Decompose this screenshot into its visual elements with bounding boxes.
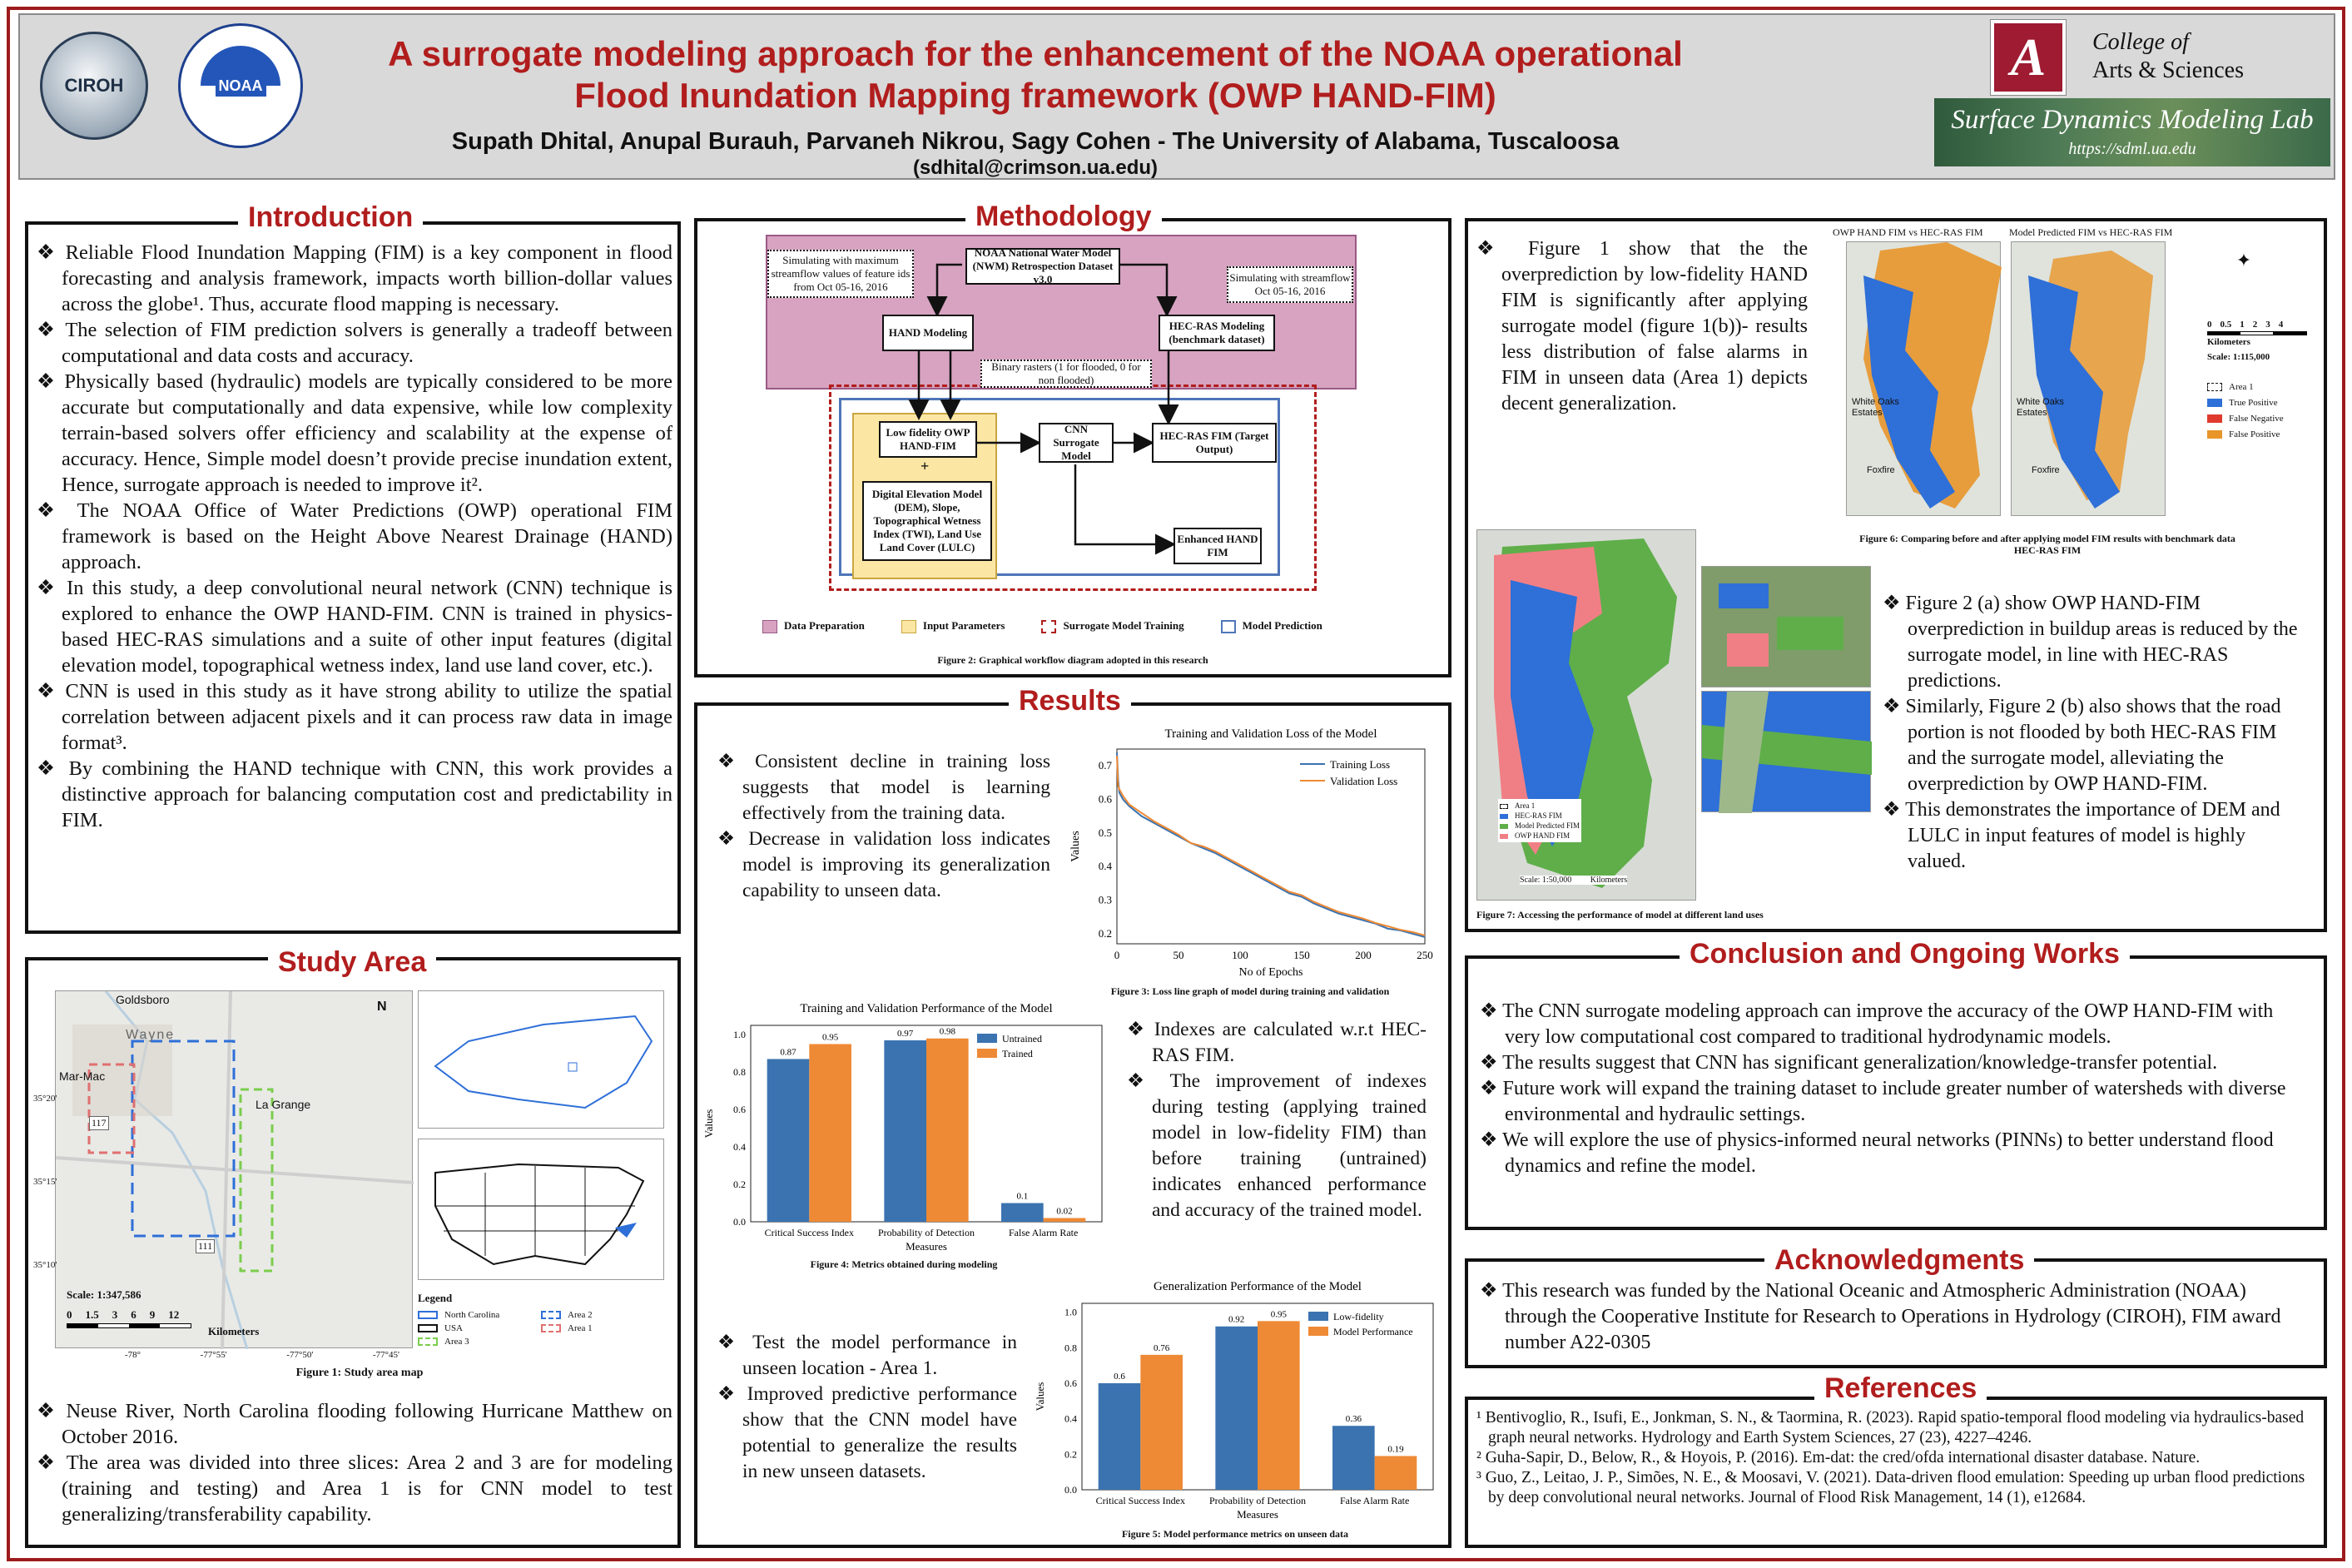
study-scale	[67, 1288, 260, 1337]
results-bullet: ❖ Indexes are calculated w.r.t HEC-RAS FIM.	[1127, 1017, 1427, 1069]
legend-item: North Carolina	[444, 1310, 500, 1320]
legend-item: Area 3	[444, 1337, 469, 1347]
chart-title: Generalization Performance of the Model	[1154, 1280, 1362, 1293]
map-label-foxfire: Foxfire	[1867, 465, 1895, 475]
fig6-text	[1476, 236, 1808, 417]
x-tick-label: 150	[1293, 949, 1310, 961]
fig7-inset-b	[1701, 691, 1871, 812]
scale-tick: 9	[149, 1308, 156, 1321]
map-label-wayne: Wayne	[126, 1028, 176, 1042]
contact-email: (sdhital@crimson.ua.edu)	[912, 156, 1159, 179]
cnn-node: CNN Surrogate Model	[1039, 423, 1114, 463]
figure2-caption: Figure 2: Graphical workflow diagram adopted in this research	[937, 654, 1208, 666]
x-tick-label: 0	[1114, 949, 1120, 961]
legend-label: Untrained	[1002, 1033, 1042, 1045]
scale-unit: Kilometers	[208, 1325, 260, 1337]
results-gen-text	[717, 1330, 1017, 1485]
y-tick-label: 0.8	[733, 1066, 746, 1079]
figure7-caption: Figure 7: Accessing the performance of model at different land uses	[1476, 909, 1764, 920]
y-tick-label: 0.4	[1064, 1412, 1077, 1425]
legend-item: Area 1	[1515, 801, 1536, 810]
conclusion-bullet: ❖ The results suggest that CNN has significant generalization/knowledge-transfer potential.	[1480, 1050, 2312, 1076]
y-tick-label: 0.2	[733, 1178, 746, 1191]
scale-tick: 3	[112, 1308, 118, 1321]
map-label-foxfire: Foxfire	[2032, 465, 2060, 475]
inputs-node: Digital Elevation Model (DEM), Slope, Topographical Wetness Index (TWI), Land Use Land Cover (LULC)	[862, 481, 992, 561]
introduction-text	[37, 240, 672, 833]
fig7-bullet: ❖ This demonstrates the importance of DEM and LULC in input features of model is highly valued.	[1883, 797, 2299, 875]
intro-bullet: ❖ Reliable Flood Inundation Mapping (FIM) is a key component in flood forecasting and analysis framework, impacts worth billion-dollar values across the globe¹. Thus, accurate flood mapping is necessary.	[37, 240, 672, 317]
fig7-scale-label: Scale: 1:50,000	[1520, 876, 1572, 885]
compass-icon: ✦	[2235, 250, 2252, 270]
conclusion-text	[1480, 999, 2312, 1179]
bar	[809, 1044, 851, 1222]
methodology-title: Methodology	[965, 200, 1162, 233]
data-label: 0.6	[1114, 1372, 1125, 1382]
legend-swatch	[1308, 1312, 1328, 1321]
lon-tick: -78°	[125, 1350, 141, 1360]
fig7-main-map	[1476, 529, 1696, 901]
fig7-legend	[1498, 799, 1581, 842]
y-tick-label: 0.7	[1098, 759, 1112, 772]
legend-label: Low-fidelity	[1333, 1311, 1384, 1322]
y-axis-label: Values	[1034, 1382, 1046, 1412]
scale-tick: 0.5	[2220, 320, 2232, 330]
results-loss-text	[717, 749, 1050, 904]
x-tick-label: Probability of Detection	[1209, 1495, 1306, 1506]
scale-unit: Kilometers	[1590, 876, 1628, 885]
fig7-bullet: ❖ Figure 2 (a) show OWP HAND-FIM overprediction in buildup areas is reduced by the surrogate model, in line with HEC-RAS predictions.	[1883, 591, 2299, 694]
results-bullet: ❖ Test the model performance in unseen location - Area 1.	[717, 1330, 1017, 1382]
legend-item: Surrogate Model Training	[1063, 619, 1184, 632]
poster-title: A surrogate modeling approach for the enhancement of the NOAA operational Flood Inundation Mapping framework (OWP HAND-FIM)	[388, 34, 1683, 115]
y-tick-label: 0.0	[733, 1216, 746, 1228]
fig6-scale	[2207, 320, 2307, 362]
reference-item: ² Guha-Sapir, D., Below, R., & Hoyois, P. (2016). Em-dat: the cred/ofda international disaster database. Nature.	[1476, 1449, 2201, 1466]
legend-item: HEC-RAS FIM	[1515, 811, 1562, 820]
study-area-text	[37, 1398, 672, 1527]
data-label: 0.36	[1345, 1414, 1362, 1425]
scale-tick: 1.5	[85, 1308, 99, 1321]
study-lat-ticks	[33, 1057, 57, 1307]
map-label-goldsboro: Goldsboro	[116, 993, 170, 1006]
data-label: 0.92	[1228, 1314, 1245, 1325]
fig6-right-title: Model Predicted FIM vs HEC-RAS FIM	[2009, 226, 2173, 238]
study-area-title: Study Area	[268, 945, 436, 979]
fig6-left-title: OWP HAND FIM vs HEC-RAS FIM	[1833, 226, 1983, 238]
map-label-white-oaks: White Oaks Estates	[1852, 397, 1899, 418]
acknowledgment-text	[1480, 1278, 2312, 1356]
y-tick-label: 0.2	[1064, 1448, 1077, 1461]
intro-bullet: ❖ Physically based (hydraulic) models are typically considered to be more accurate but computationally and data expensive, while low complexity terrain-based solvers offer efficiency and scalability at the expense of accuracy. Hence, Simple model doesn’t provide precise inundation extent, Hence, surrogate approach is needed to improve it².	[37, 369, 672, 498]
y-tick-label: 0.5	[1098, 826, 1112, 839]
x-axis-label: No of Epochs	[1238, 966, 1303, 979]
y-tick-label: 0.2	[1098, 926, 1112, 940]
y-tick-label: 0.6	[1098, 792, 1112, 806]
scale-unit: Kilometers	[2207, 337, 2250, 347]
map-label-marmac: Mar-Mac	[59, 1069, 106, 1083]
sim-max-node: Simulating with maximum streamflow values of feature ids from Oct 05-16, 2016	[767, 250, 914, 298]
acknowledgment-bullet: ❖ This research was funded by the National Oceanic and Atmospheric Administration (NOAA) through the Cooperative Institute for Research to Operations in Hydrology (CIROH), FIM award number A22-0305	[1480, 1278, 2312, 1356]
intro-bullet: ❖ The selection of FIM prediction solvers is generally a tradeoff between computational and data costs and accuracy.	[37, 317, 672, 369]
x-tick-label: 200	[1355, 949, 1372, 961]
bar	[1258, 1321, 1300, 1490]
chart-title: Training and Validation Loss of the Model	[1164, 727, 1377, 741]
intro-bullet: ❖ In this study, a deep convolutional neural network (CNN) technique is explored to enhance the OWP HAND-FIM. CNN is trained in physics-based HEC-RAS simulations and a suite of other input features (digital elevation model, topographical wetness index, land use land cover, etc.).	[37, 575, 672, 678]
conclusion-bullet: ❖ Future work will expand the training dataset to include greater number of watersheds with diverse environmental and hydraulic settings.	[1480, 1076, 2312, 1128]
legend-swatch	[977, 1034, 997, 1043]
legend-label: Model Performance	[1333, 1326, 1413, 1337]
conclusion-bullet: ❖ We will explore the use of physics-informed neural networks (PINNs) to better understand flood dynamics and refine the model.	[1480, 1128, 2312, 1179]
conclusion-title: Conclusion and Ongoing Works	[1680, 937, 2130, 970]
y-tick-label: 0.0	[1064, 1484, 1077, 1496]
ciroh-logo: CIROH	[40, 32, 148, 140]
data-label: 0.19	[1387, 1444, 1404, 1455]
methodology-legend	[762, 619, 1428, 633]
x-tick-label: 250	[1417, 949, 1433, 961]
intro-bullet: ❖ The NOAA Office of Water Predictions (OWP) operational FIM framework is based on the Height Above Nearest Drainage (HAND) approach.	[37, 498, 672, 575]
reference-item: ³ Guo, Z., Leitao, J. P., Simões, N. E., & Moosavi, V. (2021). Data-driven flood emulation: Speeding up urban flood predictions by deep convolutional neural networks. Journal of Flood Risk Management, 14 (1), e12684.	[1476, 1469, 2305, 1506]
ua-logo: A	[1991, 20, 2066, 95]
fig7-scale	[1520, 876, 1627, 885]
data-label: 0.95	[1270, 1309, 1287, 1320]
legend-swatch	[1308, 1327, 1328, 1336]
y-tick-label: 1.0	[1064, 1306, 1077, 1318]
usa-inset-map	[418, 1139, 664, 1280]
scale-tick: 12	[168, 1308, 180, 1321]
data-label: 0.98	[939, 1026, 955, 1037]
results-title: Results	[1009, 684, 1131, 717]
fig6-left-map	[1846, 241, 2001, 516]
legend-item: False Positive	[2229, 429, 2280, 439]
results-metrics-text	[1127, 1017, 1427, 1223]
enhanced-fim-node: Enhanced HAND FIM	[1174, 528, 1262, 564]
intro-bullet: ❖ CNN is used in this study as it have strong ability to utilize the spatial correlation between adjacent pixels and it can process raw data in image format³.	[37, 678, 672, 756]
lat-tick: 35°10'	[33, 1260, 57, 1270]
legend-item: Model Prediction	[1242, 619, 1322, 632]
legend-label: Trained	[1002, 1048, 1033, 1059]
noaa-logo: NOAA	[178, 23, 303, 148]
legend-item: Data Preparation	[784, 619, 865, 632]
fig6-right-map	[2011, 241, 2166, 516]
hecras-fim-node: HEC-RAS FIM (Target Output)	[1152, 423, 1277, 463]
nc-inset-map	[418, 990, 664, 1129]
y-tick-label: 0.8	[1064, 1342, 1077, 1354]
fig7-bullet: ❖ Similarly, Figure 2 (b) also shows that the road portion is not flooded by both HEC-RAS FIM and the surrogate model, alleviating the overprediction by OWP HAND-FIM.	[1883, 694, 2299, 797]
scale-tick: 0	[67, 1308, 72, 1321]
figure5-caption: Figure 5: Model performance metrics on unseen data	[1121, 1528, 1349, 1540]
fig7-inset-a-photo	[1708, 566, 1871, 568]
y-tick-label: 1.0	[733, 1029, 746, 1041]
acknowledgments-title: Acknowledgments	[1764, 1243, 2034, 1277]
chart-title: Training and Validation Performance of the Model	[800, 1002, 1053, 1015]
legend-item: Area 1	[2229, 382, 2254, 392]
bar	[1001, 1203, 1044, 1222]
x-tick-label: Critical Success Index	[1095, 1495, 1185, 1506]
intro-bullet: ❖ By combining the HAND technique with CNN, this work provides a distinctive approach for balancing computation cost and predictability in FIM.	[37, 756, 672, 833]
bar	[926, 1039, 969, 1222]
study-lon-ticks	[125, 1350, 399, 1360]
legend-item: True Positive	[2229, 398, 2278, 408]
fig7-text	[1883, 591, 2299, 875]
sdml-banner: Surface Dynamics Modeling Lab https://sdml.ua.edu	[1934, 98, 2330, 166]
bar	[1375, 1456, 1417, 1490]
bar	[884, 1040, 926, 1222]
training-metrics-bar-chart	[696, 995, 1112, 1270]
loss-line-chart	[1059, 721, 1441, 985]
results-bullet: ❖ The improvement of indexes during testing (applying trained model in low-fidelity FIM) than before training (untrained) indicates enhanced performance and accuracy of the trained model.	[1127, 1069, 1427, 1223]
fig6-bullet: ❖ Figure 1 show that the the overprediction by low-fidelity HAND FIM is significantly after applying surrogate model (figure 1(b))- results less distribution of false alarms in FIM in unseen data (Area 1) depicts decent generalization.	[1476, 236, 1808, 417]
results-bullet: ❖ Consistent decline in training loss suggests that model is learning effectively from the training data.	[717, 749, 1050, 826]
poster-header	[18, 13, 2335, 180]
fig7-inset-a	[1701, 566, 1871, 687]
data-label: 0.76	[1154, 1342, 1170, 1353]
college-name: College of Arts & Sciences	[2092, 29, 2244, 83]
y-axis-label: Values	[702, 1109, 715, 1139]
x-tick-label: 100	[1232, 949, 1248, 961]
map-label-111: 111	[196, 1239, 215, 1253]
x-axis-label: Measures	[1237, 1508, 1278, 1521]
bar	[1332, 1426, 1375, 1490]
legend-item: Model Predicted FIM	[1515, 821, 1580, 830]
fig6-legend	[2207, 380, 2284, 443]
data-label: 0.87	[780, 1047, 796, 1058]
legend-swatch	[977, 1049, 997, 1058]
sim-stream-node: Simulating with streamflow Oct 05-16, 2016	[1227, 266, 1353, 303]
conclusion-bullet: ❖ The CNN surrogate modeling approach can improve the accuracy of the OWP HAND-FIM with very low computational cost compared to traditional hydrodynamic models.	[1480, 999, 2312, 1050]
lat-tick: 35°20'	[33, 1094, 57, 1104]
legend-label: Validation Loss	[1330, 775, 1398, 787]
references-list	[1476, 1408, 2317, 1508]
scale-tick: 6	[131, 1308, 136, 1321]
north-arrow-icon: N	[377, 1000, 387, 1014]
legend-item: Area 2	[568, 1310, 593, 1320]
results-bullet: ❖ Decrease in validation loss indicates model is improving its generalization capability to unseen data.	[717, 826, 1050, 904]
data-label: 0.1	[1016, 1191, 1029, 1202]
hecras-modeling-node: HEC-RAS Modeling (benchmark dataset)	[1159, 315, 1275, 351]
map-label-117: 117	[89, 1116, 109, 1130]
nwm-node: NOAA National Water Model (NWM) Retrospection Dataset v3.0	[965, 248, 1120, 285]
x-tick-label: False Alarm Rate	[1009, 1227, 1079, 1238]
hand-modeling-node: HAND Modeling	[882, 315, 974, 351]
x-tick-label: False Alarm Rate	[1340, 1495, 1410, 1506]
x-tick-label: 50	[1173, 949, 1184, 961]
figure4-caption: Figure 4: Metrics obtained during modeling	[810, 1258, 998, 1270]
scale-tick: 2	[2252, 320, 2258, 330]
references-title: References	[1814, 1372, 1987, 1405]
figure3-caption: Figure 3: Loss line graph of model during training and validation	[1110, 985, 1390, 997]
legend-item: Area 1	[568, 1323, 593, 1333]
fig6-scale-label: Scale: 1:115,000	[2207, 352, 2270, 362]
study-scale-label: Scale: 1:347,586	[67, 1288, 141, 1301]
scale-tick: 0	[2207, 320, 2212, 330]
low-fidelity-node: Low fidelity OWP HAND-FIM	[879, 421, 977, 458]
legend-item: USA	[444, 1323, 464, 1333]
figure1-caption: Figure 1: Study area map	[295, 1367, 424, 1379]
y-tick-label: 0.4	[733, 1141, 746, 1154]
study-bullet: ❖ The area was divided into three slices: Area 2 and 3 are for modeling (training and testing) and Area 1 is for CNN model to test generalizing/transferability capability.	[37, 1450, 672, 1527]
bar	[1044, 1218, 1086, 1222]
map-label-white-oaks: White Oaks Estates	[2017, 397, 2064, 418]
introduction-title: Introduction	[238, 201, 423, 234]
lat-tick: 35°15'	[33, 1177, 57, 1187]
x-tick-label: Critical Success Index	[764, 1227, 854, 1238]
y-tick-label: 0.6	[1064, 1377, 1077, 1389]
legend-label: Training Loss	[1330, 758, 1391, 771]
x-axis-label: Measures	[906, 1240, 947, 1253]
data-label: 0.95	[822, 1032, 839, 1043]
binary-raster-node: Binary rasters (1 for flooded, 0 for non flooded)	[980, 360, 1152, 388]
y-tick-label: 0.4	[1098, 860, 1112, 873]
results-bullet: ❖ Improved predictive performance show that the CNN model have potential to generalize the results in new unseen datasets.	[717, 1382, 1017, 1485]
bar	[1140, 1355, 1183, 1490]
study-legend	[418, 1292, 664, 1347]
figure6-caption: Figure 6: Comparing before and after applying model FIM results with benchmark data HEC-RAS FIM	[1859, 533, 2235, 556]
lon-tick: -77°55'	[200, 1350, 227, 1360]
bar	[767, 1059, 810, 1222]
lon-tick: -77°50'	[286, 1350, 314, 1360]
scale-tick: 1	[2240, 320, 2245, 330]
lon-tick: -77°45'	[372, 1350, 399, 1360]
y-tick-label: 0.6	[733, 1104, 746, 1116]
plus-sign: +	[920, 458, 930, 474]
scale-tick: 4	[2278, 320, 2284, 330]
legend-item: OWP HAND FIM	[1515, 831, 1570, 840]
x-tick-label: Probability of Detection	[878, 1227, 975, 1238]
data-label: 0.02	[1056, 1206, 1073, 1217]
legend-title: Legend	[418, 1292, 453, 1304]
legend-item: Input Parameters	[922, 619, 1005, 632]
generalization-bar-chart	[1027, 1273, 1443, 1538]
data-label: 0.97	[897, 1028, 914, 1039]
bar	[1215, 1327, 1258, 1490]
map-label-lagrange: La Grange	[256, 1098, 311, 1111]
y-tick-label: 0.3	[1098, 893, 1112, 906]
legend-item: False Negative	[2229, 414, 2284, 424]
bar	[1099, 1383, 1141, 1490]
reference-item: ¹ Bentivoglio, R., Isufi, E., Jonkman, S. N., & Taormina, R. (2023). Rapid spatio-temporal flood modeling via hydraulics-based graph neural networks. Hydrology and Earth System Sciences, 27 (23), 4227–4246.	[1476, 1409, 2305, 1446]
study-bullet: ❖ Neuse River, North Carolina flooding following Hurricane Matthew on October 2016.	[37, 1398, 672, 1450]
authors: Supath Dhital, Anupal Burauh, Parvaneh Nikrou, Sagy Cohen - The University of Alabama, Tuscaloosa	[451, 128, 1620, 155]
y-axis-label: Values	[1069, 831, 1082, 862]
scale-tick: 3	[2265, 320, 2270, 330]
